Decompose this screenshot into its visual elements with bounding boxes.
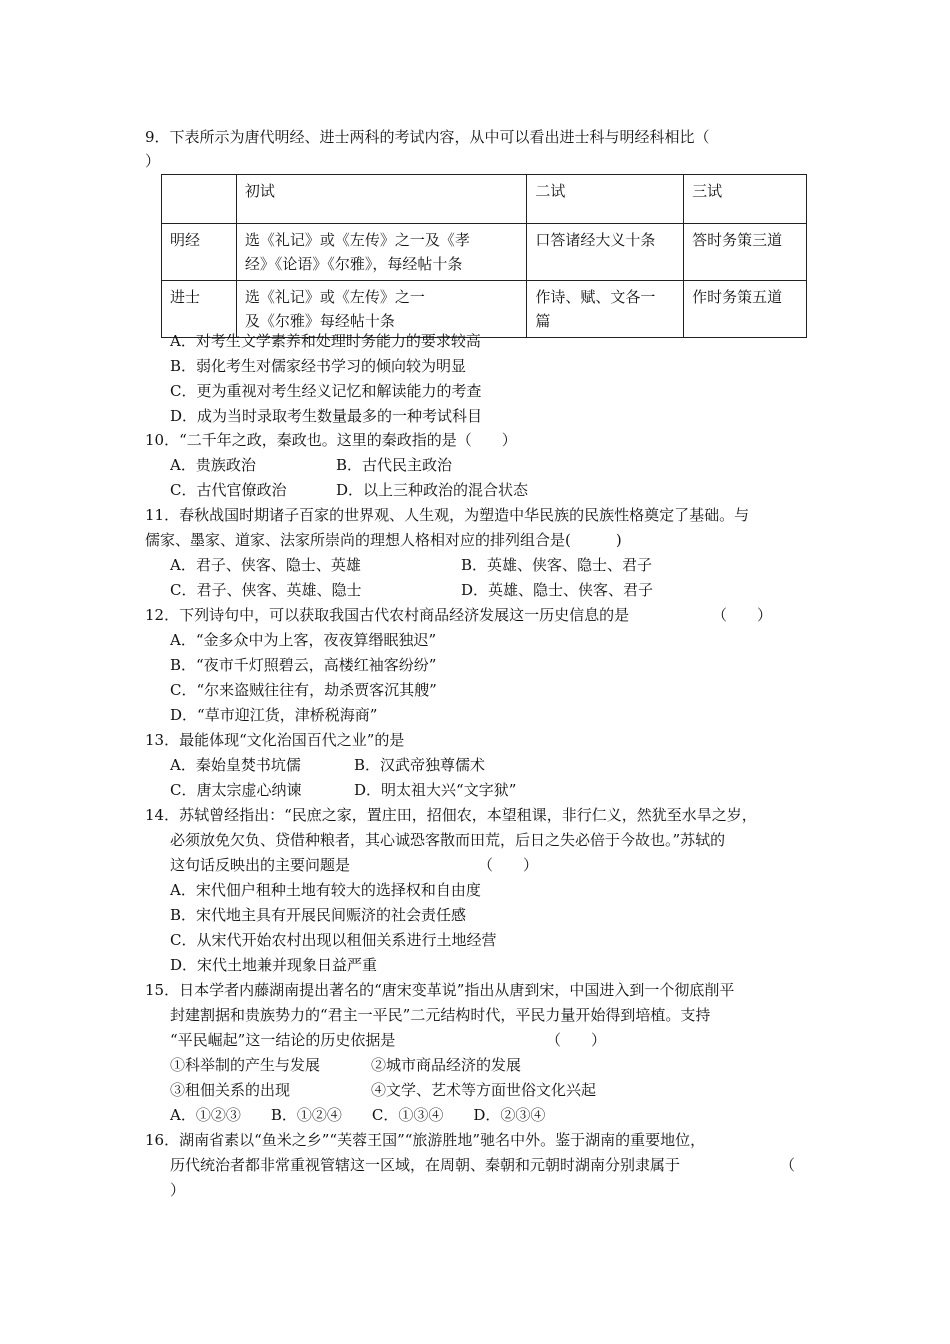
q15-choices: A．①②③ B．①②④ C．①③④ D．②③④ (170, 1106, 546, 1124)
table-cell-line: 及《尔雅》每经帖十条 (244, 312, 395, 330)
table-cell-line: 作诗、赋、文各一 (535, 288, 656, 306)
q11-stem-line2: 儒家、墨家、道家、法家所崇尚的理想人格相对应的排列组合是( ) (145, 531, 622, 549)
q12-option-b: B．“夜市千灯照碧云，高楼红袖客纷纷” (170, 656, 437, 674)
q14-option-a: A．宋代佃户租种土地有较大的选择权和自由度 (170, 881, 481, 899)
q12-answer-paren: （ ） (712, 606, 773, 624)
q11-stem-line1: 11．春秋战国时期诸子百家的世界观、人生观，为塑造中华民族的民族性格奠定了基础。与 (145, 506, 750, 524)
q14-option-c: C．从宋代开始农村出现以租佃关系进行土地经营 (170, 931, 497, 949)
table-cell-line: 选《礼记》或《左传》之一及《孝 (244, 231, 470, 249)
q9-option-d: D．成为当时录取考生数量最多的一种考试科目 (170, 407, 483, 425)
q9-option-c: C．更为重视对考生经义记忆和解读能力的考查 (170, 382, 482, 400)
q15-item-1: ①科举制的产生与发展 (170, 1056, 321, 1074)
q11-option-d: D．英雄、隐士、侠客、君子 (461, 581, 654, 599)
q10-stem: 10．“二千年之政，秦政也。这里的秦政指的是（ ） (145, 431, 517, 449)
table-cell-line: 篇 (535, 312, 551, 330)
q13-option-c: C．唐太宗虚心纳谏 (170, 781, 302, 799)
table-row (162, 224, 807, 281)
q9-stem-line2: ） (145, 152, 161, 170)
table-header-cell: 初试 (236, 175, 527, 224)
q14-option-b: B．宋代地主具有开展民间赈济的社会责任感 (170, 906, 467, 924)
table-cell (527, 224, 684, 281)
table-cell-line: 口答诸经大义十条 (535, 231, 656, 249)
table-row-label: 明经 (162, 224, 237, 281)
q15-answer-paren: （ ） (546, 1031, 607, 1049)
q13-option-b: B．汉武帝独尊儒术 (354, 756, 486, 774)
q13-stem: 13．最能体现“文化治国百代之业”的是 (145, 731, 405, 749)
q13-option-d: D．明太祖大兴“文字狱” (354, 781, 517, 799)
q10-option-b: B．古代民主政治 (336, 456, 453, 474)
q14-answer-paren: （ ） (478, 856, 539, 874)
q14-option-d: D．宋代土地兼并现象日益严重 (170, 956, 378, 974)
q10-option-d: D．以上三种政治的混合状态 (336, 481, 529, 499)
q15-item-4: ④文学、艺术等方面世俗文化兴起 (371, 1081, 597, 1099)
q16-stem-line2: 历代统治者都非常重视管辖这一区域，在周朝、秦朝和元朝时湖南分别隶属于 (170, 1156, 681, 1174)
table-cell (527, 281, 684, 338)
q16-stem-line1: 16．湖南省素以“鱼米之乡”“芙蓉王国”“旅游胜地”驰名中外。鉴于湖南的重要地位， (145, 1131, 706, 1149)
q9-exam-table (161, 174, 807, 338)
q12-option-d: D．“草市迎江货，津桥税海商” (170, 706, 378, 724)
q15-stem-line3: “平民崛起”这一结论的历史依据是 (170, 1031, 396, 1049)
table-row-label: 进士 (162, 281, 237, 338)
q16-stem-line3: ） (170, 1181, 186, 1199)
q11-option-b: B．英雄、侠客、隐士、君子 (461, 556, 653, 574)
table-cell: 作时务策五道 (684, 281, 807, 338)
table-cell-line: 经》《论语》《尔雅》，每经帖十条 (244, 255, 463, 273)
table-cell (236, 224, 527, 281)
q10-option-c: C．古代官僚政治 (170, 481, 287, 499)
table-cell (236, 281, 527, 338)
table-row (162, 281, 807, 338)
q15-stem-line1: 15．日本学者内藤湖南提出著名的“唐宋变革说”指出从唐到宋，中国进入到一个彻底削平 (145, 981, 735, 999)
q14-stem-line3: 这句话反映出的主要问题是 (170, 856, 351, 874)
q15-item-2: ②城市商品经济的发展 (371, 1056, 522, 1074)
table-header-cell (162, 175, 237, 224)
q9-stem-line1: 9．下表所示为唐代明经、进士两科的考试内容，从中可以看出进士科与明经科相比（ (145, 128, 710, 146)
q10-option-a: A．贵族政治 (170, 456, 256, 474)
q11-option-a: A．君子、侠客、隐士、英雄 (170, 556, 361, 574)
q15-stem-line2: 封建割据和贵族势力的“君主一平民”二元结构时代，平民力量开始得到培植。支持 (170, 1006, 711, 1024)
table-cell-line: 选《礼记》或《左传》之一 (244, 288, 425, 306)
q14-stem-line1: 14．苏轼曾经指出：“民庶之家，置庄田，招佃农，本望租课，非行仁义，然犹至水旱之岁， (145, 806, 757, 824)
table-header-cell: 三试 (684, 175, 807, 224)
q9-option-a: A．对考生文学素养和处理时务能力的要求较高 (170, 332, 481, 350)
q13-option-a: A．秦始皇焚书坑儒 (170, 756, 301, 774)
table-header-cell: 二试 (527, 175, 684, 224)
table-header-row (162, 175, 807, 224)
q15-item-3: ③租佃关系的出现 (170, 1081, 291, 1099)
q16-answer-paren-open: （ (780, 1156, 796, 1174)
table-cell: 答时务策三道 (684, 224, 807, 281)
q11-option-c: C．君子、侠客、英雄、隐士 (170, 581, 362, 599)
q12-option-c: C．“尔来盗贼往往有，劫杀贾客沉其艘” (170, 681, 437, 699)
q12-option-a: A．“金多众中为上客，夜夜算缗眠独迟” (170, 631, 437, 649)
q14-stem-line2: 必须放免欠负、贷借种粮者，其心诚恐客散而田荒，后日之失必倍于今故也。”苏轼的 (170, 831, 726, 849)
q9-option-b: B．弱化考生对儒家经书学习的倾向较为明显 (170, 357, 467, 375)
q12-stem: 12．下列诗句中，可以获取我国古代农村商品经济发展这一历史信息的是 (145, 606, 630, 624)
